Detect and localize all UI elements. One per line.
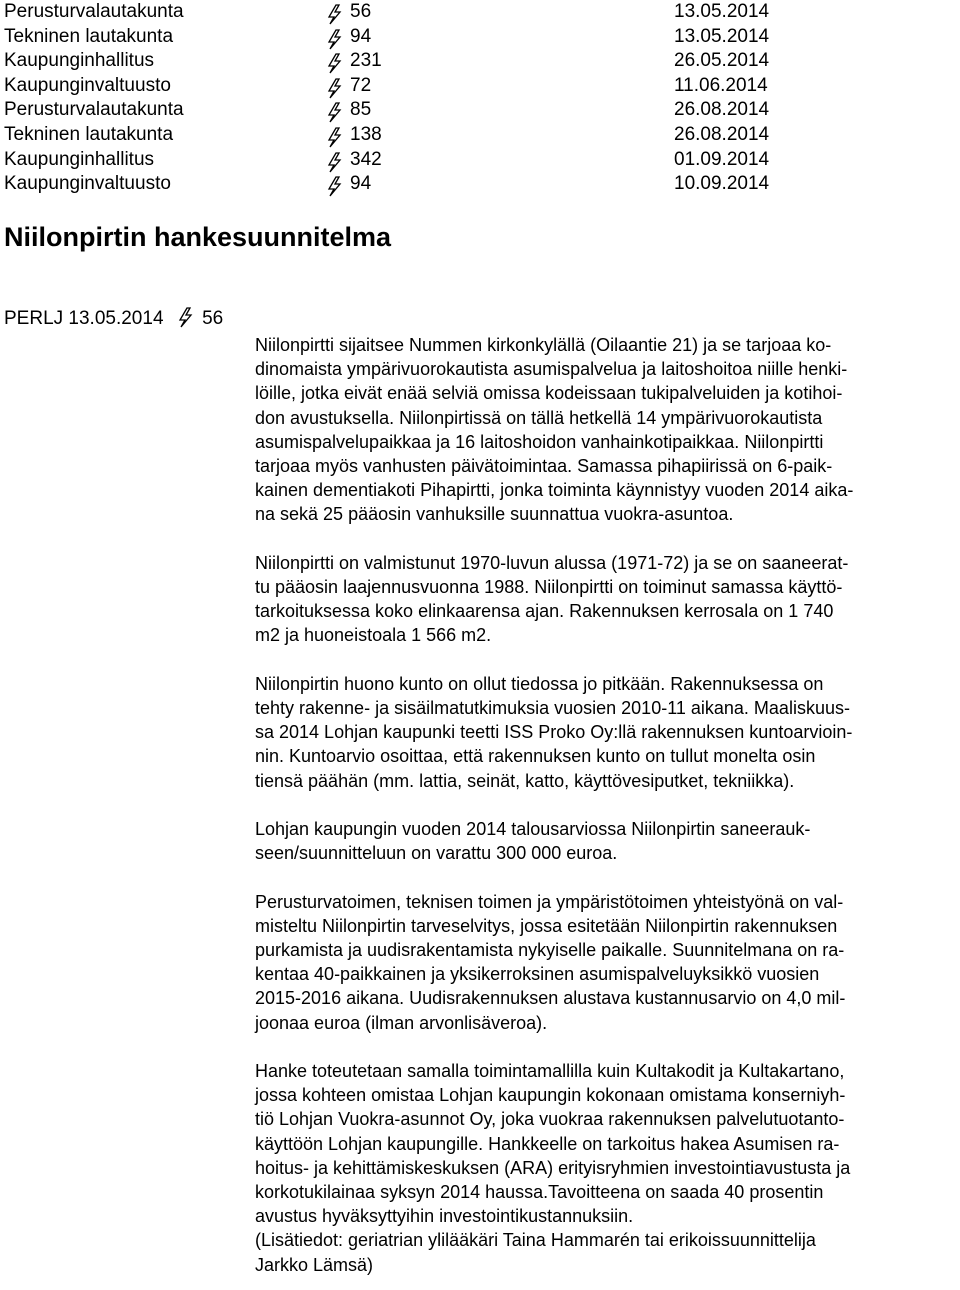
history-date: 11.06.2014 [674,74,768,96]
section-sign-icon [324,175,346,197]
text-line: tehty rakenne- ja sisäilmatutkimuksia vuosien 2010-11 aikana. Maaliskuus- [255,698,850,719]
history-date: 01.09.2014 [674,148,770,170]
text-line: asumispalvelupaikkaa ja 16 laitoshoidon vanhainkotipaikkaa. Niilonpirtti [255,431,824,452]
text-line: tu pääosin laajennusvuonna 1988. Niilonpirtti on toiminut samassa käyttö- [255,577,843,598]
text-line: Niilonpirtti on valmistunut 1970-luvun alussa (1971-72) ja se on saaneerat- [255,552,849,573]
text-line: käyttöön Lohjan kaupungille. Hankkeelle on tarkoitus hakea Asumisen ra- [255,1133,840,1154]
paragraph [255,551,955,648]
history-body: Kaupunginvaltuusto [4,74,171,96]
section-sign-icon [324,126,346,148]
history-row [4,172,954,197]
text-line: Niilonpirtin huono kunto on ollut tiedossa jo pitkään. Rakennuksessa on [255,673,824,694]
section-sign-icon [175,306,195,328]
paragraph [255,333,955,527]
history-row [4,98,954,123]
text-line: Niilonpirtti sijaitsee Nummen kirkonkylällä (Oilaantie 21) ja se tarjoaa ko- [255,335,832,355]
text-line: Perusturvatoimen, teknisen toimen ja ympäristötoimen yhteistyönä on val- [255,891,844,912]
history-body: Perusturvalautakunta [4,1,184,22]
text-line: joonaa euroa (ilman arvonlisäveroa). [255,1012,548,1033]
history-number: 85 [350,99,372,121]
text-line: nin. Kuntoarvio osoittaa, että rakennuksen kunto on tullut monelta osin [255,746,816,767]
history-number: 138 [350,123,382,145]
history-row [4,49,954,74]
decision-history [4,0,954,197]
text-line: Jarkko Lämsä) [255,1254,374,1275]
text-line: Lohjan kaupungin vuoden 2014 talousarviossa Niilonpirtin saneerauk- [255,819,811,840]
history-date: 26.05.2014 [674,50,770,72]
text-line: tarkoituksessa koko elinkaarensa ajan. Rakennuksen kerrosala on 1 740 [255,601,834,622]
text-line: jossa kohteen omistaa Lohjan kaupungin kokonaan omistama konserniyh- [255,1085,846,1106]
history-date: 13.05.2014 [674,1,770,22]
text-line: tiö Lohjan Vuokra-asunnot Oy, joka vuokraa rakennuksen palvelutuotanto- [255,1109,845,1130]
text-line: hoitus- ja kehittämiskeskuksen (ARA) erityisryhmien investointiavustusta ja [255,1157,851,1178]
reference-label: PERLJ 13.05.2014 [4,308,164,329]
text-line: dinomaista ympärivuorokautista asumispalvelua ja laitoshoitoa niille henki- [255,359,848,380]
section-sign-icon [324,28,346,50]
history-number: 94 [350,25,372,47]
text-line: tiensä päähän (mm. lattia, seinät, katto, käyttövesiputket, tekniikka). [255,770,795,791]
text-line: (Lisätiedot: geriatrian ylilääkäri Taina Hammarén tai erikoissuunnittelija [255,1230,816,1251]
text-line: don avustuksella. Niilonpirtissä on tällä hetkellä 14 ympärivuorokautista [255,407,823,428]
history-number: 231 [350,50,382,72]
history-body: Kaupunginvaltuusto [4,173,171,195]
text-line: kentaa 40-paikkainen ja yksikerroksinen asumispalveluyksikkö vuosien [255,964,820,985]
reference-line [4,306,223,331]
paragraph [255,817,955,865]
history-row [4,123,954,148]
history-date: 26.08.2014 [674,123,770,145]
history-body: Kaupunginhallitus [4,148,155,170]
history-date: 10.09.2014 [674,173,770,195]
paragraph [255,672,955,793]
text-line: purkamista ja uudisrakentamista nykyiselle paikalle. Suunnitelmana on ra- [255,940,845,961]
history-row [4,74,954,99]
history-body: Tekninen lautakunta [4,25,174,47]
text-line: na sekä 25 pääosin vanhuksille suunnattua vuokra-asuntoa. [255,504,734,525]
section-sign-icon [324,77,346,99]
history-row [4,0,954,25]
text-line: seen/suunnitteluun on varattu 300 000 euroa. [255,843,618,864]
text-line: m2 ja huoneistoala 1 566 m2. [255,625,492,646]
text-line: löille, jotka eivät enää selviä omissa kodeissaan tukipalveluiden ja kotihoi- [255,383,843,404]
section-sign-icon [324,151,346,173]
text-line: 2015-2016 aikana. Uudisrakennuksen alustava kustannusarvio on 4,0 mil- [255,988,846,1009]
history-date: 26.08.2014 [674,99,770,121]
history-row [4,148,954,173]
paragraph [255,890,955,1035]
reference-number: 56 [202,308,224,329]
text-line: misteltu Niilonpirtin tarveselvitys, jossa esitetään Niilonpirtin rakennuksen [255,915,838,936]
section-sign-icon [324,52,346,74]
text-line: Hanke toteutetaan samalla toimintamallilla kuin Kultakodit ja Kultakartano, [255,1061,845,1082]
history-body: Perusturvalautakunta [4,99,184,121]
history-row [4,25,954,50]
section-sign-icon [324,3,346,25]
history-number: 94 [350,173,372,195]
history-date: 13.05.2014 [674,25,770,47]
text-line: kainen dementiakoti Pihapirtti, jonka toiminta käynnistyy vuoden 2014 aika- [255,480,854,501]
text-line: sa 2014 Lohjan kaupunki teetti ISS Proko Oy:llä rakennuksen kuntoarvioin- [255,722,853,743]
history-body: Tekninen lautakunta [4,123,174,145]
text-line: korkotukilainaa syksyn 2014 haussa.Tavoitteena on saada 40 prosentin [255,1182,824,1203]
section-sign-icon [324,101,346,123]
document-title: Niilonpirtin hankesuunnitelma [4,222,392,252]
text-line: avustus hyväksyttyihin investointikustannuksiin. [255,1206,634,1227]
history-number: 342 [350,148,382,170]
history-number: 56 [350,1,372,22]
paragraph [255,1059,955,1277]
text-line: tarjoaa myös vanhusten päivätoimintaa. Samassa pihapiirissä on 6-paik- [255,456,833,477]
history-number: 72 [350,74,372,96]
body-text [255,333,955,1277]
history-body: Kaupunginhallitus [4,50,155,72]
